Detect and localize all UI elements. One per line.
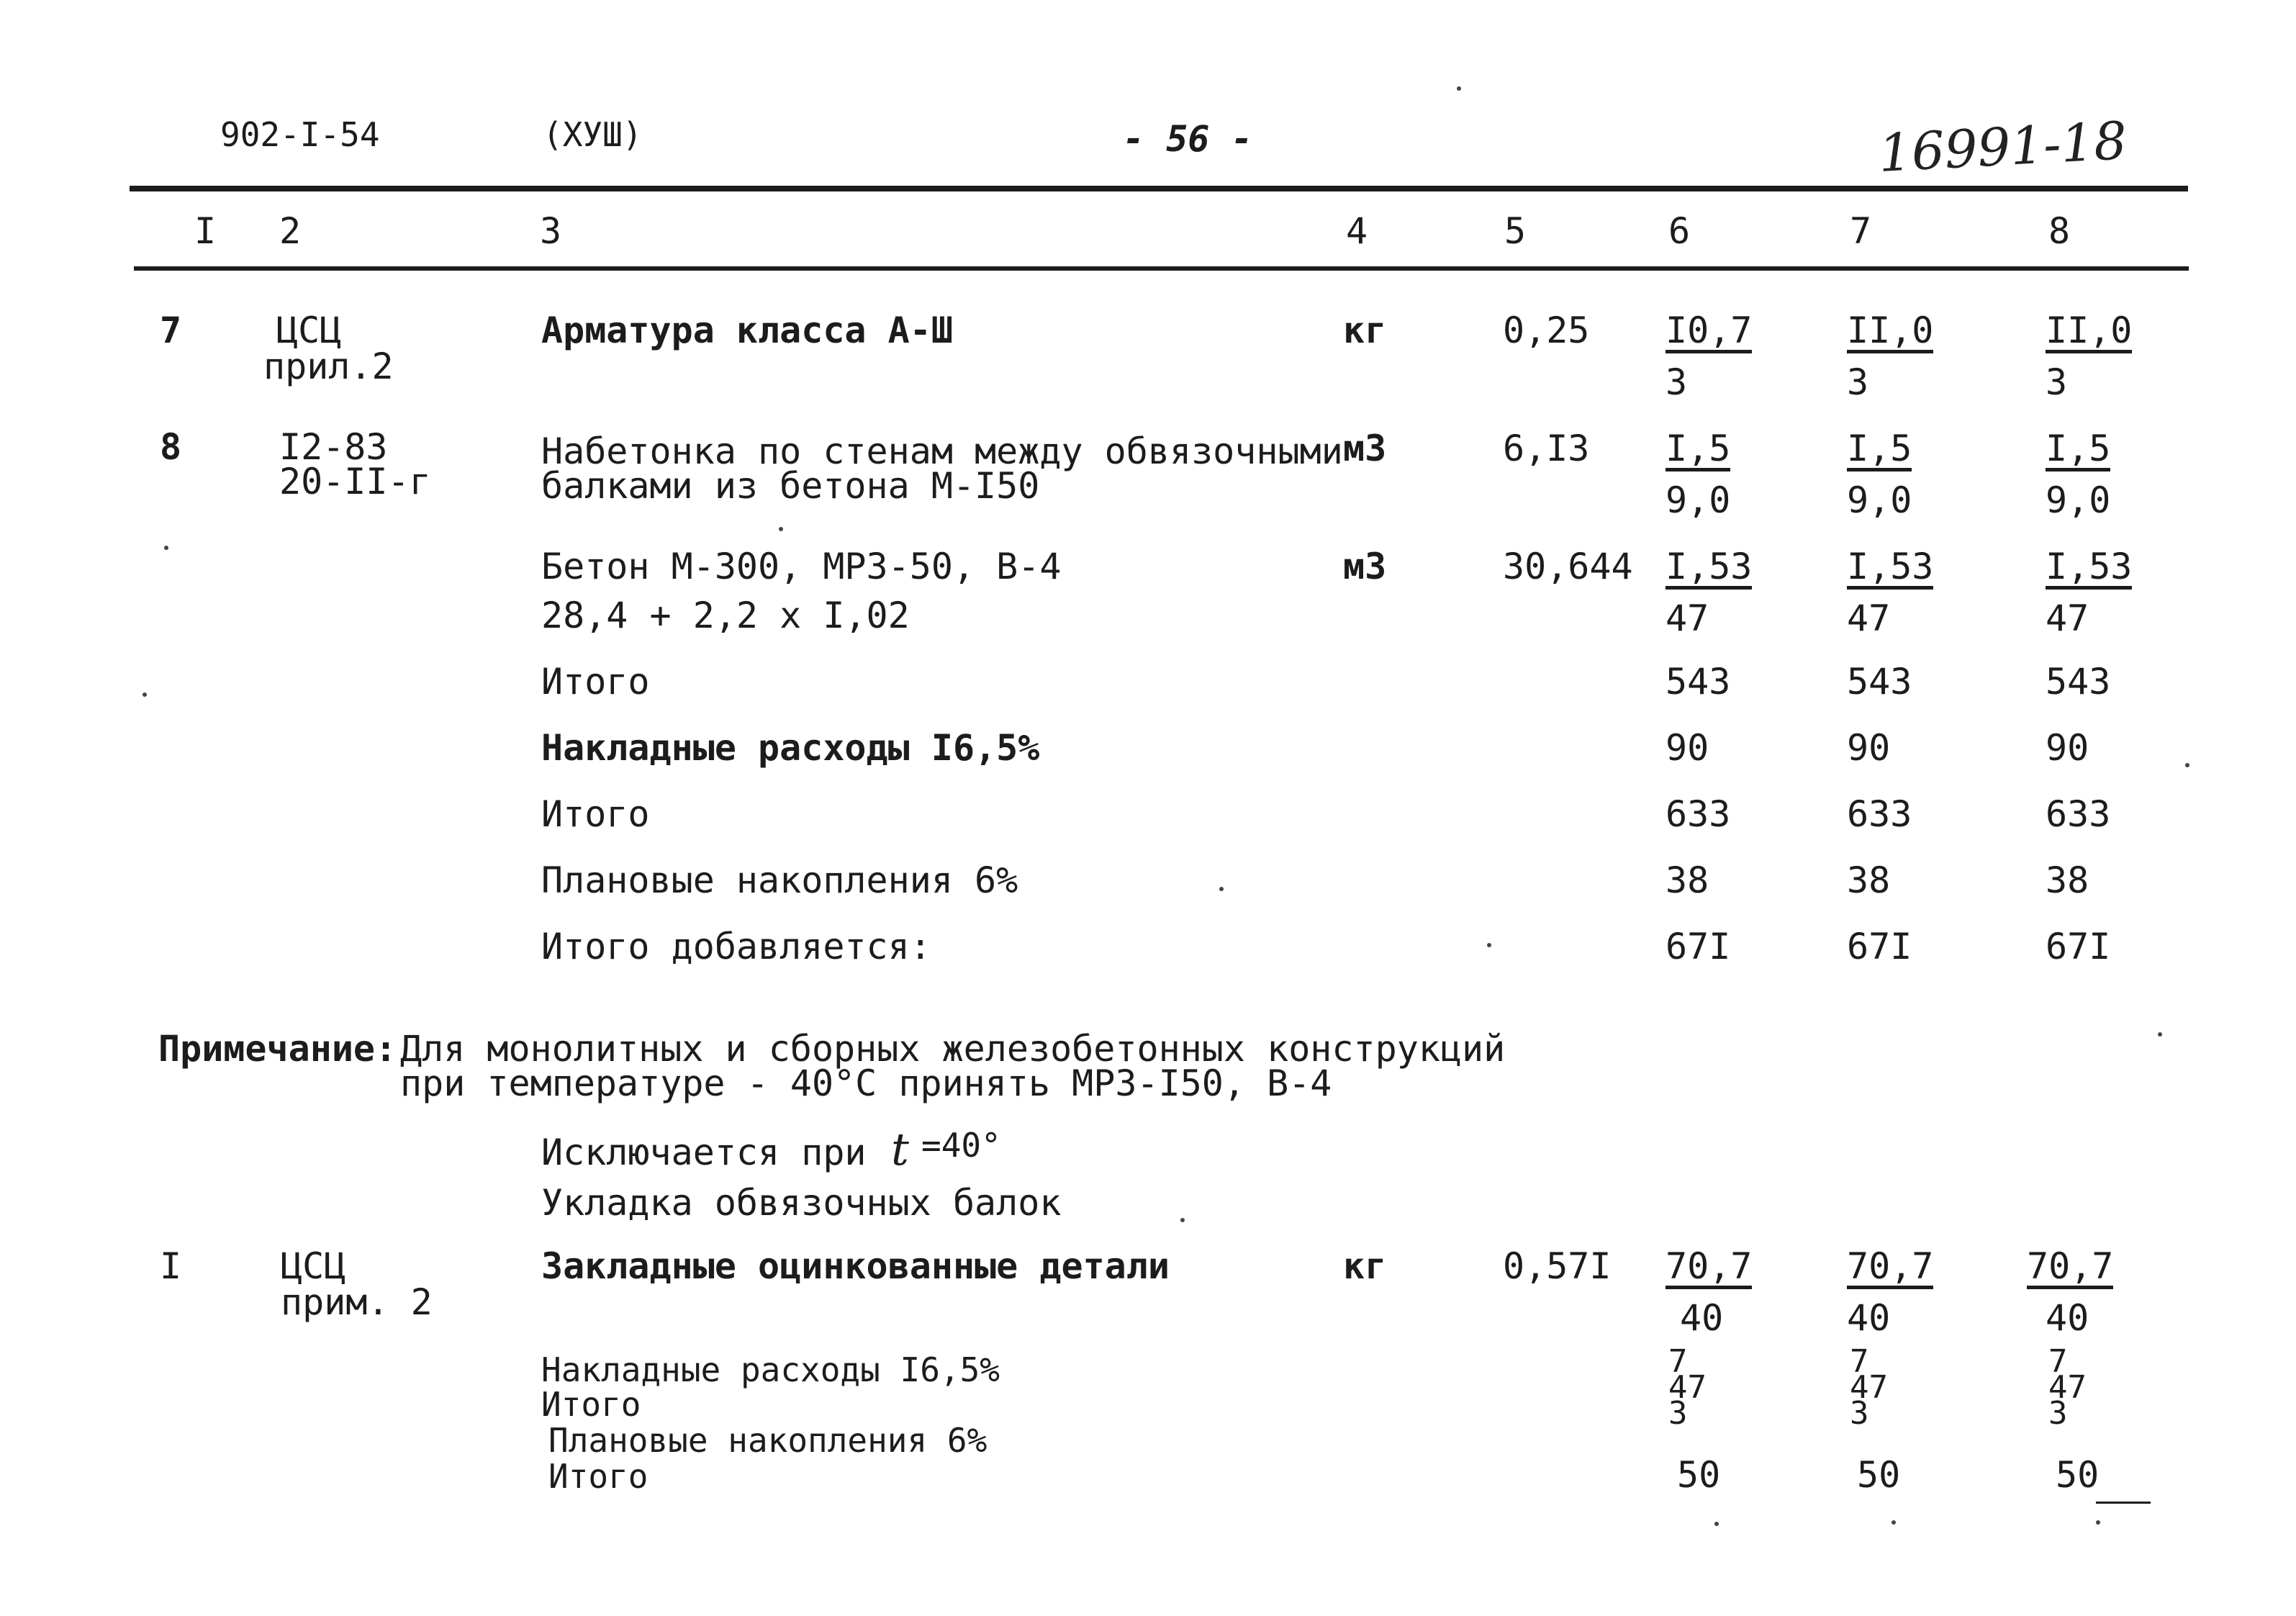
row-c8-bottom: 40	[2046, 1297, 2089, 1339]
footer-value: 3	[1668, 1395, 1688, 1432]
footer-value: 3	[2048, 1395, 2068, 1432]
summary-c8: 90	[2046, 727, 2089, 769]
scan-speck	[1892, 1520, 1896, 1525]
footer-label: Плановые накопления 6%	[548, 1421, 987, 1460]
footer-rule	[2096, 1502, 2151, 1504]
scan-speck	[1457, 86, 1461, 91]
scan-speck	[1219, 887, 1224, 891]
scan-speck	[1180, 1218, 1185, 1222]
row-qty: 0,25	[1503, 310, 1590, 351]
row-qty: 30,644	[1503, 546, 1633, 587]
row-c8-top: 70,7	[2027, 1248, 2113, 1289]
summary-c6: 90	[1665, 727, 1709, 769]
row-c7-top: I,53	[1847, 549, 1933, 590]
scan-speck	[2158, 1032, 2162, 1037]
temperature-symbol: t	[891, 1123, 909, 1175]
scan-speck	[779, 527, 783, 531]
summary-c7: 90	[1847, 727, 1891, 769]
row-c8-bottom: 47	[2046, 597, 2089, 639]
summary-c6: 38	[1665, 859, 1709, 901]
row-c6-top: I,53	[1665, 549, 1752, 590]
row-name: Закладные оцинкованные детали	[541, 1245, 1170, 1287]
row-code-1: ЦСЦ	[281, 1245, 346, 1287]
footer-label: Накладные расходы I6,5%	[541, 1350, 1000, 1389]
note-line-2: при температуре - 40°С принять МРЗ-I50, В-4	[400, 1062, 1332, 1104]
footer-total: 50	[2056, 1454, 2100, 1496]
scan-speck	[1714, 1522, 1719, 1526]
row-name: Арматура класса А-Ш	[541, 310, 953, 351]
col-header-3: 3	[540, 210, 562, 252]
document-code: 902-I-54	[220, 115, 380, 154]
row-name-1: Набетонка по стенам между обвязочными	[541, 430, 1343, 472]
summary-c8: 38	[2046, 859, 2089, 901]
row-c6-bottom: 3	[1665, 361, 1688, 403]
row-number: 7	[160, 310, 182, 351]
row-code-1: ЦСЦ	[276, 310, 342, 351]
page-number: - 56 -	[1123, 118, 1253, 160]
row-c8-bottom: 3	[2046, 361, 2068, 403]
footer-value: 47	[1668, 1369, 1707, 1406]
scan-speck	[2096, 1520, 2100, 1525]
row-unit: м3	[1343, 546, 1387, 587]
row-code-2: 20-II-г	[279, 461, 431, 502]
summary-c6: 633	[1665, 793, 1731, 835]
row-unit: кг	[1343, 310, 1387, 351]
col-header-2: 2	[279, 210, 302, 252]
col-header-1: I	[194, 210, 217, 252]
summary-label: Накладные расходы I6,5%	[541, 727, 1040, 769]
scan-speck	[143, 692, 147, 697]
row-c7-top: I,5	[1847, 430, 1912, 471]
col-header-4: 4	[1346, 210, 1368, 252]
row-name-1: Бетон М-300, МРЗ-50, В-4	[541, 546, 1062, 587]
col-header-6: 6	[1668, 210, 1691, 252]
row-c6-bottom: 9,0	[1665, 479, 1731, 521]
row-c7-top: II,0	[1847, 312, 1933, 353]
footer-label: Итого	[548, 1457, 648, 1496]
row-number: I	[160, 1245, 182, 1287]
document-number-handwritten: 16991-18	[1877, 110, 2128, 184]
row-c7-bottom: 3	[1847, 361, 1869, 403]
summary-label: Итого	[541, 793, 650, 835]
row-code-1: I2-83	[279, 426, 388, 468]
section-label: (ХУШ)	[543, 115, 643, 154]
row-unit: кг	[1343, 1245, 1387, 1287]
temperature-value: =40°	[921, 1126, 1001, 1165]
footer-c8-stack	[2048, 1343, 2087, 1432]
footer-value: 7	[1668, 1343, 1688, 1380]
header-rule	[134, 266, 2189, 271]
footer-total: 50	[1857, 1454, 1901, 1496]
summary-c7: 38	[1847, 859, 1891, 901]
summary-c7: 67I	[1847, 926, 1912, 967]
footer-c7-stack	[1850, 1343, 1888, 1432]
col-header-5: 5	[1504, 210, 1527, 252]
row-c8-top: I,53	[2046, 549, 2132, 590]
row-c6-top: I,5	[1665, 430, 1730, 471]
summary-c6: 67I	[1665, 926, 1731, 967]
row-code-2: прим. 2	[281, 1281, 433, 1323]
row-c6-top: I0,7	[1665, 312, 1752, 353]
row-code-2: прил.2	[263, 346, 394, 387]
row-c6-bottom: 40	[1680, 1297, 1724, 1339]
row-c8-top: II,0	[2046, 312, 2132, 353]
footer-total: 50	[1677, 1454, 1721, 1496]
footer-value: 47	[1850, 1369, 1888, 1406]
excluded-line-2: Укладка обвязочных балок	[541, 1182, 1062, 1224]
footer-value: 7	[1850, 1343, 1869, 1380]
row-qty: 0,57I	[1503, 1245, 1612, 1287]
scan-speck	[164, 546, 168, 550]
row-c7-bottom: 9,0	[1847, 479, 1912, 521]
row-qty: 6,I3	[1503, 428, 1590, 469]
summary-label: Итого	[541, 661, 650, 703]
footer-c6-stack	[1668, 1343, 1707, 1432]
summary-c6: 543	[1665, 661, 1731, 703]
footer-value: 47	[2048, 1369, 2087, 1406]
row-c7-top: 70,7	[1847, 1248, 1933, 1289]
row-unit: м3	[1343, 428, 1387, 469]
scan-speck	[1487, 943, 1491, 947]
top-rule	[130, 186, 2188, 191]
summary-label: Итого добавляется:	[541, 926, 931, 967]
row-c7-bottom: 47	[1847, 597, 1891, 639]
row-c8-top: I,5	[2046, 430, 2110, 471]
row-c6-bottom: 47	[1665, 597, 1709, 639]
note-line-1: Для монолитных и сборных железобетонных конструкций	[400, 1028, 1506, 1070]
footer-value: 7	[2048, 1343, 2068, 1380]
col-header-7: 7	[1850, 210, 1872, 252]
summary-label: Плановые накопления 6%	[541, 859, 1018, 901]
summary-c7: 633	[1847, 793, 1912, 835]
footer-label: Итого	[541, 1385, 641, 1424]
note-label: Примечание:	[158, 1028, 397, 1070]
row-c8-bottom: 9,0	[2046, 479, 2111, 521]
summary-c8: 633	[2046, 793, 2111, 835]
footer-value: 3	[1850, 1395, 1869, 1432]
row-number: 8	[160, 426, 182, 468]
summary-c8: 67I	[2046, 926, 2111, 967]
excluded-line-1: Исключается при	[541, 1132, 867, 1173]
col-header-8: 8	[2048, 210, 2071, 252]
scan-speck	[2185, 763, 2189, 767]
row-name-2: балками из бетона М-I50	[541, 465, 1040, 507]
row-c7-bottom: 40	[1847, 1297, 1891, 1339]
row-c6-top: 70,7	[1665, 1248, 1752, 1289]
summary-c8: 543	[2046, 661, 2111, 703]
summary-c7: 543	[1847, 661, 1912, 703]
row-name-2: 28,4 + 2,2 х I,02	[541, 595, 910, 636]
